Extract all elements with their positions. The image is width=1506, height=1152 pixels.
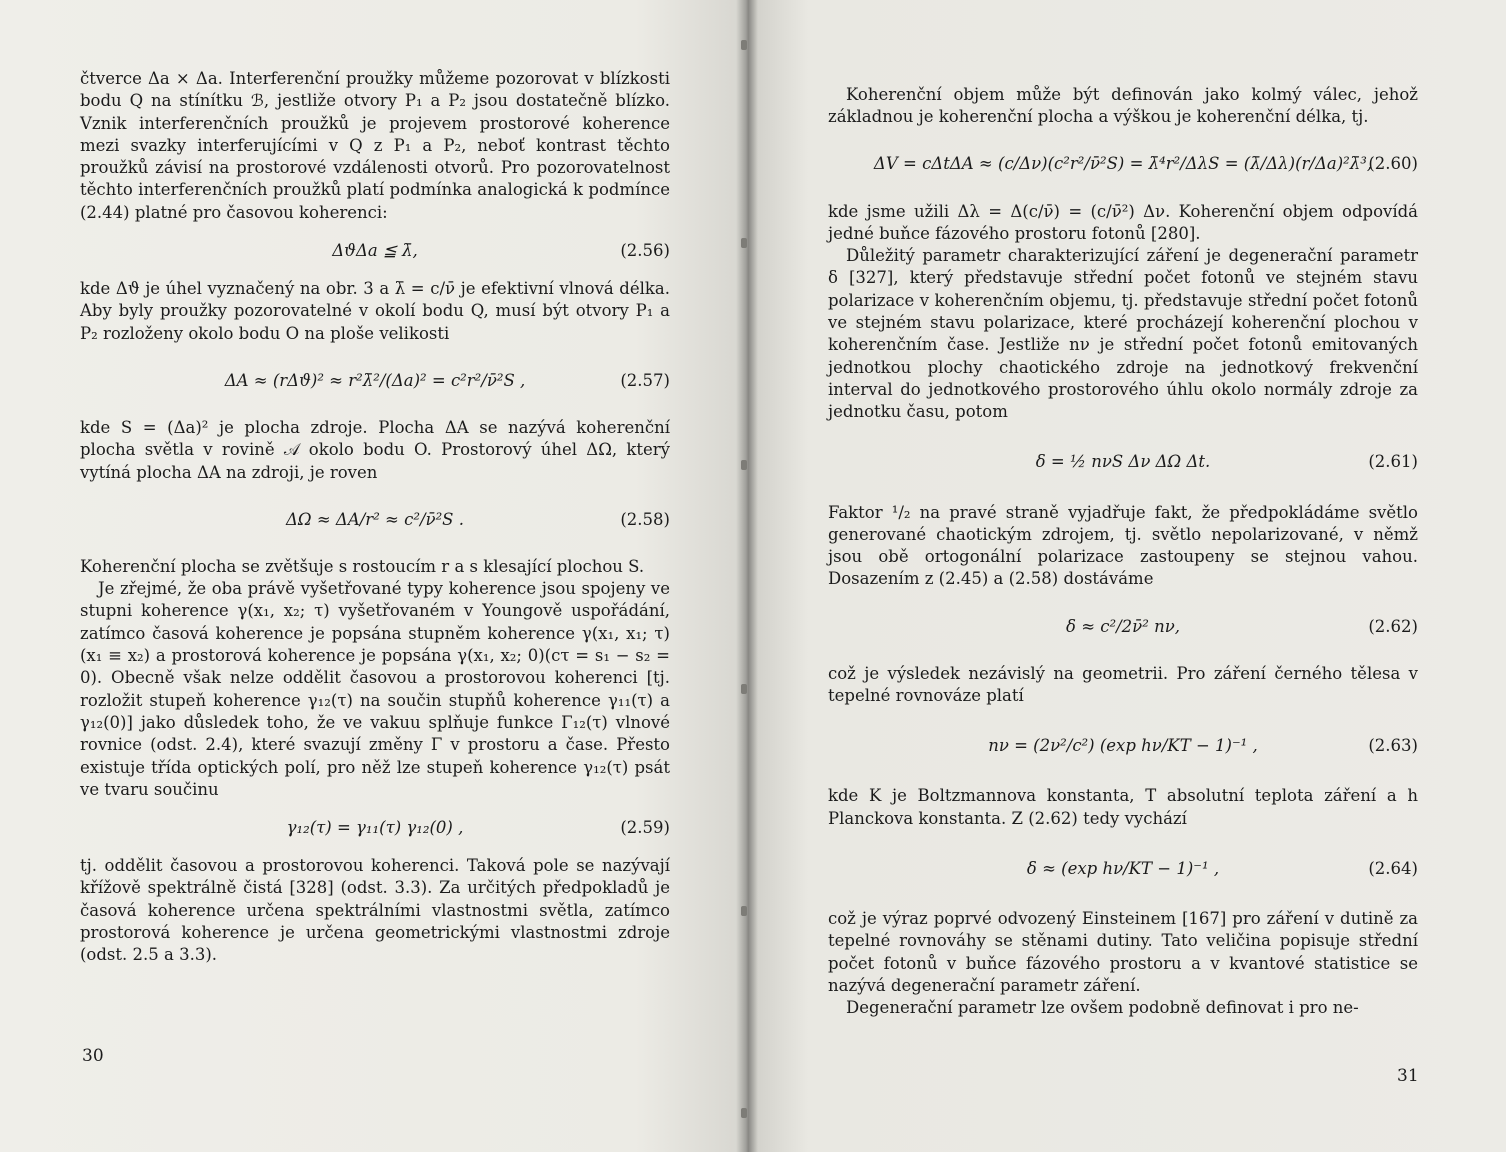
equation-body: δ = ½ nνS Δν ΔΩ Δt. bbox=[1035, 452, 1211, 472]
paragraph: tj. oddělit časovou a prostorovou koherenci. Taková pole se nazývají křížově spektrálně čistá [328] (odst. 3.3). Za určitých předpokladů je časová koherence určena spektrálními vlastnostmi světla, zatímco prostorová koherence je určena geometrickými vlastnostmi zdroje (odst. 2.5 a 3.3). bbox=[80, 856, 670, 965]
equation-body: δ ≈ c²/2ν̄² nν, bbox=[1066, 616, 1180, 636]
equation-2-56 bbox=[80, 230, 670, 272]
binding-stitch bbox=[741, 40, 747, 50]
equation-2-60 bbox=[828, 135, 1418, 195]
equation-body: nν = (2ν²/c²) (exp hν/KT − 1)⁻¹ , bbox=[988, 736, 1258, 756]
equation-number: (2.64) bbox=[1368, 858, 1418, 878]
equation-2-63 bbox=[828, 713, 1418, 779]
paragraph: což je výsledek nezávislý na geometrii. Pro záření černého tělesa v tepelné rovnováze platí bbox=[828, 663, 1418, 706]
binding-stitch bbox=[741, 238, 747, 248]
equation-body: δ ≈ (exp hν/KT − 1)⁻¹ , bbox=[1026, 858, 1220, 878]
binding-stitch bbox=[741, 1108, 747, 1118]
equation-2-62 bbox=[828, 597, 1418, 657]
equation-number: (2.61) bbox=[1368, 452, 1418, 472]
equation-2-57 bbox=[80, 351, 670, 411]
right-page-text bbox=[828, 84, 1418, 1019]
binding-stitch bbox=[741, 684, 747, 694]
paragraph: kde K je Boltzmannova konstanta, T absolutní teplota záření a h Planckova konstanta. Z (2.62) tedy vychází bbox=[828, 786, 1418, 828]
page-number: 30 bbox=[82, 1046, 104, 1066]
binding-stitch bbox=[741, 906, 747, 916]
equation-number: (2.57) bbox=[620, 370, 670, 390]
paragraph: Koherenční plocha se zvětšuje s rostoucím r a s klesající plochou S. bbox=[80, 556, 645, 576]
paragraph: Důležitý parametr charakterizující záření je degenerační parametr δ [327], který představuje střední počet fotonů ve stejném stavu polarizace v koherenčním objemu, tj. představuje střední počet fotonů ve stejném stavu polarizace, které procházejí koherenční plochou v koherenčním čase. Jestliže nν je střední počet fotonů emitovaných jednotkou plochy chaotického zdroje na jednotkový frekvenční interval do jednotkového prostorového úhlu okolo normály zdroje za jednotku času, potom bbox=[828, 246, 1418, 422]
equation-number: (2.60) bbox=[1368, 154, 1418, 174]
equation-body: ΔA ≈ (rΔϑ)² ≈ r²λ̄²/(Δa)² = c²r²/ν̄²S , bbox=[224, 370, 526, 390]
equation-2-59 bbox=[80, 807, 670, 849]
paragraph: Faktor ¹/₂ na pravé straně vyjadřuje fakt, že předpokládáme světlo generované chaotickým zdrojem, tj. světlo nepolarizované, v němž jsou obě ortogonální polarizace zastoupeny se stejnou vahou. Dosazením z (2.45) a (2.58) dostáváme bbox=[828, 502, 1418, 589]
paragraph: Je zřejmé, že oba právě vyšetřované typy koherence jsou spojeny ve stupni koherence γ(x₁, x₂; τ) vyšetřovaném v Youngově uspořádání, zatímco časová koherence je popsána stupněm koherence γ(x₁, x₁; τ)(x₁ ≡ x₂) a prostorová koherence je popsána γ(x₁, x₂; 0)(cτ = s₁ − s₂ = 0). Obecně však nelze oddělit časovou a prostorovou koherenci [tj. rozložit stupeň koherence γ₁₂(τ) na součin stupňů koherence γ₁₁(τ) a γ₁₂(0)] jako důsledek toho, že ve vakuu splňuje funkce Γ₁₂(τ) vlnové rovnice (odst. 2.4), které svazují změny Γ v prostoru a čase. Přesto existuje třída optických polí, pro něž lze stupeň koherence γ₁₂(τ) psát ve tvaru součinu bbox=[80, 579, 670, 799]
equation-2-61 bbox=[828, 430, 1418, 496]
equation-2-64 bbox=[828, 836, 1418, 902]
equation-body: ΔϑΔa ≦ λ̄, bbox=[332, 240, 418, 260]
left-page-text bbox=[80, 68, 670, 967]
equation-number: (2.62) bbox=[1368, 616, 1418, 636]
paragraph: Degenerační parametr lze ovšem podobně definovat i pro ne- bbox=[846, 998, 1359, 1018]
equation-number: (2.59) bbox=[620, 817, 670, 837]
book-gutter bbox=[736, 0, 758, 1152]
equation-body: γ₁₂(τ) = γ₁₁(τ) γ₁₂(0) , bbox=[286, 817, 464, 837]
binding-stitch bbox=[741, 460, 747, 470]
equation-number: (2.63) bbox=[1368, 736, 1418, 756]
left-page bbox=[0, 0, 748, 1152]
paragraph: čtverce Δa × Δa. Interferenční proužky můžeme pozorovat v blízkosti bodu Q na stínítku ℬ, jestliže otvory P₁ a P₂ jsou dostatečně blízko. Vznik interferenčních proužků je projevem prostorové koherence mezi svazky interferujícími v Q z P₁ a P₂, neboť kontrast těchto proužků závisí na prostorové vzdálenosti otvorů. Pro pozorovatelnost těchto interferenčních proužků platí podmínka analogická k podmínce (2.44) platné pro časovou koherenci: bbox=[80, 69, 670, 222]
paragraph: což je výraz poprvé odvozený Einsteinem [167] pro záření v dutině za tepelné rovnováhy se stěnami dutiny. Tato veličina popisuje střední počet fotonů v buňce fázového prostoru a v kvantové statistice se nazývá degenerační parametr záření. bbox=[828, 908, 1418, 995]
equation-number: (2.56) bbox=[620, 240, 670, 260]
equation-body: ΔV = cΔtΔA ≈ (c/Δν)(c²r²/ν̄²S) = λ̄⁴r²/ΔλS = (λ̄/Δλ)(r/Δa)²λ̄³, bbox=[873, 154, 1373, 174]
equation-number: (2.58) bbox=[620, 509, 670, 529]
page-number: 31 bbox=[1397, 1066, 1419, 1086]
paragraph: kde S = (Δa)² je plocha zdroje. Plocha ΔA se nazývá koherenční plocha světla v rovině 𝒜 okolo bodu O. Prostorový úhel ΔΩ, který vytíná plocha ΔA na zdroji, je roven bbox=[80, 417, 670, 482]
paragraph: kde jsme užili Δλ = Δ(c/ν̄) = (c/ν̄²) Δν. Koherenční objem odpovídá jedné buňce fázového prostoru fotonů [280]. bbox=[828, 201, 1418, 243]
paragraph: Koherenční objem může být definován jako kolmý válec, jehož základnou je koherenční plocha a výškou je koherenční délka, tj. bbox=[828, 85, 1418, 127]
paragraph: kde Δϑ je úhel vyznačený na obr. 3 a λ̄ = c/ν̄ je efektivní vlnová délka. Aby byly proužky pozorovatelné v okolí bodu Q, musí být otvory P₁ a P₂ rozloženy okolo bodu O na ploše velikosti bbox=[80, 279, 670, 343]
equation-body: ΔΩ ≈ ΔA/r² ≈ c²/ν̄²S . bbox=[286, 509, 464, 529]
equation-2-58 bbox=[80, 490, 670, 550]
